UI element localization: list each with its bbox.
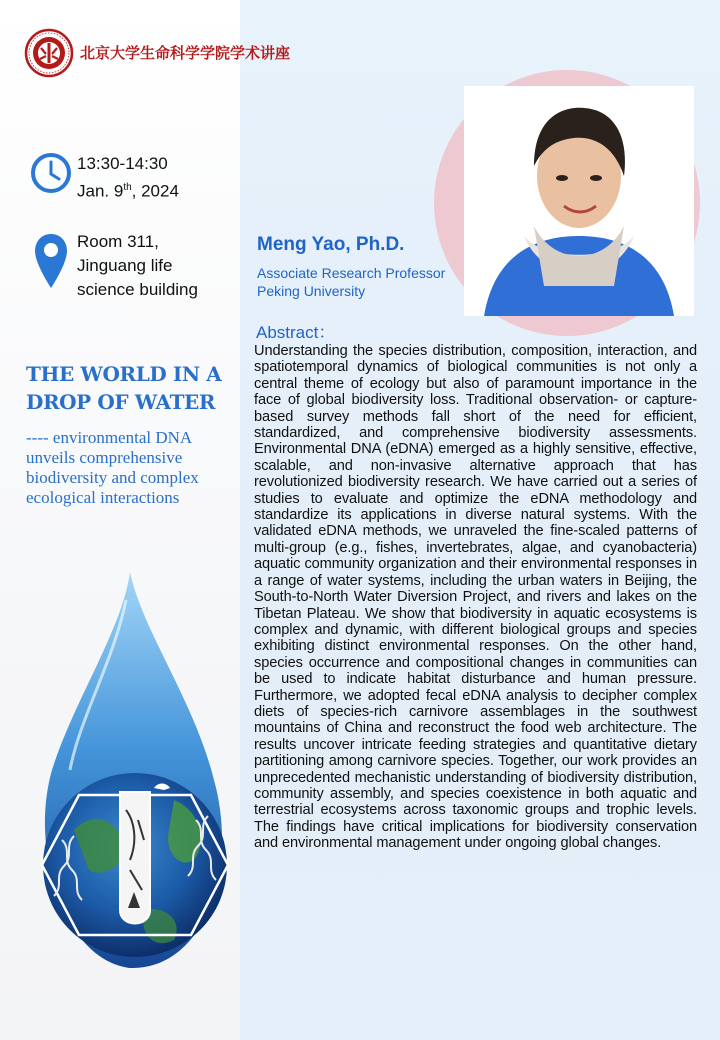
event-location: Room 311, Jinguang life science building (77, 232, 198, 299)
event-time: 13:30-14:30 (77, 154, 168, 173)
water-drop-illustration (34, 570, 254, 970)
talk-title: THE WORLD IN A DROP OF WATER (26, 362, 222, 414)
abstract-heading: Abstract： (256, 323, 336, 342)
clock-icon (30, 152, 72, 194)
location-pin-icon (33, 232, 69, 290)
speaker-portrait (464, 86, 694, 316)
speaker-affiliation: Peking University (257, 283, 366, 299)
speaker-name: Meng Yao, Ph.D. (257, 234, 405, 255)
speaker-position: Associate Research Professor (257, 265, 446, 281)
institution-name: 北京大学生命科学学院学术讲座 (80, 44, 291, 62)
abstract-body: Understanding the species distribution, composition, interaction, and spatiotemporal dynamics of biological communities is not only a central theme of ecology but also of paramount importance in the face of global biodiversity loss. Traditional observation- or capture-based survey methods fall short of the need for efficient, standardized, and comprehensive biodiversity assessments. Environmental DNA (eDNA) emerged as a highly sensitive, effective, scalable, and non-invasive alternative approach that has revolutionized biodiversity research. We have carried out a series of studies to evaluate and optimize the eDNA methodology and standardize its applications in diverse natural systems. With the validated eDNA methods, we unraveled the fine-scaled patterns of multi-group (e.g., fishes, invertebrates, algae, and cyanobacteria) aquatic community organization and their environmental responses in a range of water systems, including the urban waters in Beijing, the South-to-North Water Diversion Project, and rivers and lakes on the Tibetan Plateau. We show that biodiversity in aquatic ecosystems is complex and dynamic, with different biological groups and species exhibiting distinct environmental responses. On the other hand, species occurrence and compositional changes in communities can be used to indicate habitat disturbance and human pressure. Furthermore, we adopted fecal eDNA analysis to decipher complex diets of species-rich carnivore assemblages in the southwest mountains of China and reconstruct the food web architecture. The results uncover intricate feeding strategies and quantitative dietary partitioning among carnivore species. Together, our work provides an unprecedented mechanistic understanding of biodiversity distribution, community assembly, and species coexistence in both aquatic and terrestrial ecosystems across taxonomic groups and trophic levels. The findings have critical implications for biodiversity conservation and environmental management under ongoing global changes. (254, 343, 697, 852)
talk-subtitle: ---- environmental DNA unveils comprehensive biodiversity and complex ecological interactions (26, 428, 199, 507)
peking-university-logo (24, 28, 74, 78)
event-date: Jan. 9th, 2024 (77, 181, 179, 201)
